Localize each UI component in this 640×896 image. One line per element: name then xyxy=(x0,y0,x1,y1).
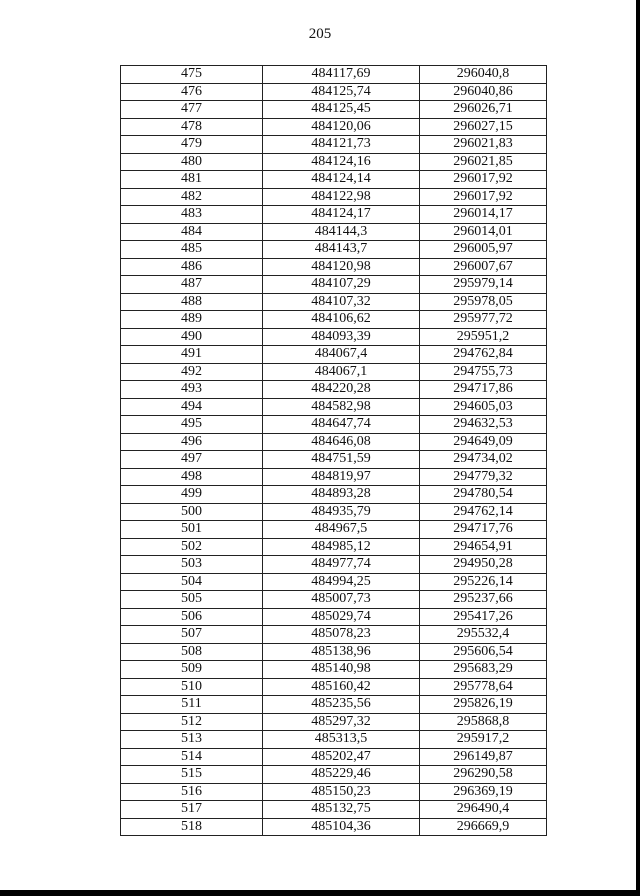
table-row xyxy=(121,241,547,259)
table-row xyxy=(121,748,547,766)
y-coordinate-cell: 296040,86 xyxy=(420,83,547,101)
y-coordinate-cell: 296017,92 xyxy=(420,171,547,189)
table-row xyxy=(121,556,547,574)
x-coordinate-cell: 484093,39 xyxy=(263,328,420,346)
table-row xyxy=(121,678,547,696)
x-coordinate-cell: 485202,47 xyxy=(263,748,420,766)
y-coordinate-cell: 294762,14 xyxy=(420,503,547,521)
table-row xyxy=(121,573,547,591)
y-coordinate-cell: 294717,76 xyxy=(420,521,547,539)
table-row xyxy=(121,206,547,224)
x-coordinate-cell: 485235,56 xyxy=(263,696,420,714)
x-coordinate-cell: 484985,12 xyxy=(263,538,420,556)
x-coordinate-cell: 484647,74 xyxy=(263,416,420,434)
point-number-cell: 507 xyxy=(121,626,263,644)
x-coordinate-cell: 485078,23 xyxy=(263,626,420,644)
y-coordinate-cell: 295237,66 xyxy=(420,591,547,609)
point-number-cell: 493 xyxy=(121,381,263,399)
table-row xyxy=(121,503,547,521)
y-coordinate-cell: 295977,72 xyxy=(420,311,547,329)
point-number-cell: 502 xyxy=(121,538,263,556)
y-coordinate-cell: 296021,85 xyxy=(420,153,547,171)
point-number-cell: 487 xyxy=(121,276,263,294)
point-number-cell: 483 xyxy=(121,206,263,224)
point-number-cell: 511 xyxy=(121,696,263,714)
table-row xyxy=(121,818,547,836)
x-coordinate-cell: 485150,23 xyxy=(263,783,420,801)
point-number-cell: 514 xyxy=(121,748,263,766)
table-row xyxy=(121,626,547,644)
x-coordinate-cell: 484124,16 xyxy=(263,153,420,171)
y-coordinate-cell: 295978,05 xyxy=(420,293,547,311)
x-coordinate-cell: 485160,42 xyxy=(263,678,420,696)
table-row xyxy=(121,486,547,504)
point-number-cell: 515 xyxy=(121,766,263,784)
point-number-cell: 482 xyxy=(121,188,263,206)
y-coordinate-cell: 294779,32 xyxy=(420,468,547,486)
x-coordinate-cell: 484144,3 xyxy=(263,223,420,241)
point-number-cell: 480 xyxy=(121,153,263,171)
point-number-cell: 504 xyxy=(121,573,263,591)
x-coordinate-cell: 484106,62 xyxy=(263,311,420,329)
y-coordinate-cell: 294950,28 xyxy=(420,556,547,574)
x-coordinate-cell: 484121,73 xyxy=(263,136,420,154)
y-coordinate-cell: 296490,4 xyxy=(420,801,547,819)
table-row xyxy=(121,83,547,101)
point-number-cell: 475 xyxy=(121,66,263,84)
y-coordinate-cell: 296021,83 xyxy=(420,136,547,154)
y-coordinate-cell: 296007,67 xyxy=(420,258,547,276)
y-coordinate-cell: 296027,15 xyxy=(420,118,547,136)
table-row xyxy=(121,591,547,609)
table-row xyxy=(121,608,547,626)
table-row xyxy=(121,311,547,329)
table-row xyxy=(121,801,547,819)
table-row xyxy=(121,328,547,346)
point-number-cell: 488 xyxy=(121,293,263,311)
point-number-cell: 497 xyxy=(121,451,263,469)
table-row xyxy=(121,136,547,154)
point-number-cell: 494 xyxy=(121,398,263,416)
point-number-cell: 506 xyxy=(121,608,263,626)
table-row xyxy=(121,276,547,294)
y-coordinate-cell: 294632,53 xyxy=(420,416,547,434)
page-number: 205 xyxy=(308,26,332,42)
x-coordinate-cell: 484893,28 xyxy=(263,486,420,504)
point-number-cell: 510 xyxy=(121,678,263,696)
x-coordinate-cell: 484067,4 xyxy=(263,346,420,364)
point-number-cell: 486 xyxy=(121,258,263,276)
point-number-cell: 509 xyxy=(121,661,263,679)
point-number-cell: 516 xyxy=(121,783,263,801)
point-number-cell: 500 xyxy=(121,503,263,521)
point-number-cell: 498 xyxy=(121,468,263,486)
point-number-cell: 490 xyxy=(121,328,263,346)
x-coordinate-cell: 484107,29 xyxy=(263,276,420,294)
x-coordinate-cell: 484122,98 xyxy=(263,188,420,206)
y-coordinate-cell: 295417,26 xyxy=(420,608,547,626)
x-coordinate-cell: 485029,74 xyxy=(263,608,420,626)
point-number-cell: 492 xyxy=(121,363,263,381)
point-number-cell: 477 xyxy=(121,101,263,119)
x-coordinate-cell: 484819,97 xyxy=(263,468,420,486)
y-coordinate-cell: 296014,17 xyxy=(420,206,547,224)
x-coordinate-cell: 484067,1 xyxy=(263,363,420,381)
x-coordinate-cell: 484935,79 xyxy=(263,503,420,521)
table-row xyxy=(121,521,547,539)
table-row xyxy=(121,661,547,679)
point-number-cell: 496 xyxy=(121,433,263,451)
point-number-cell: 484 xyxy=(121,223,263,241)
table-row xyxy=(121,468,547,486)
x-coordinate-cell: 485007,73 xyxy=(263,591,420,609)
coordinates-table xyxy=(120,65,547,836)
x-coordinate-cell: 485140,98 xyxy=(263,661,420,679)
x-coordinate-cell: 484582,98 xyxy=(263,398,420,416)
y-coordinate-cell: 296369,19 xyxy=(420,783,547,801)
x-coordinate-cell: 484120,98 xyxy=(263,258,420,276)
y-coordinate-cell: 295868,8 xyxy=(420,713,547,731)
point-number-cell: 476 xyxy=(121,83,263,101)
table-row xyxy=(121,223,547,241)
table-row xyxy=(121,293,547,311)
x-coordinate-cell: 485104,36 xyxy=(263,818,420,836)
point-number-cell: 508 xyxy=(121,643,263,661)
table-row xyxy=(121,363,547,381)
y-coordinate-cell: 294605,03 xyxy=(420,398,547,416)
y-coordinate-cell: 296149,87 xyxy=(420,748,547,766)
y-coordinate-cell: 295951,2 xyxy=(420,328,547,346)
table-row xyxy=(121,66,547,84)
x-coordinate-cell: 485138,96 xyxy=(263,643,420,661)
y-coordinate-cell: 294734,02 xyxy=(420,451,547,469)
x-coordinate-cell: 485313,5 xyxy=(263,731,420,749)
point-number-cell: 495 xyxy=(121,416,263,434)
y-coordinate-cell: 295979,14 xyxy=(420,276,547,294)
x-coordinate-cell: 484124,17 xyxy=(263,206,420,224)
y-coordinate-cell: 294649,09 xyxy=(420,433,547,451)
table-row xyxy=(121,171,547,189)
point-number-cell: 501 xyxy=(121,521,263,539)
point-number-cell: 489 xyxy=(121,311,263,329)
point-number-cell: 479 xyxy=(121,136,263,154)
point-number-cell: 503 xyxy=(121,556,263,574)
x-coordinate-cell: 484120,06 xyxy=(263,118,420,136)
table-row xyxy=(121,101,547,119)
x-coordinate-cell: 485132,75 xyxy=(263,801,420,819)
y-coordinate-cell: 296669,9 xyxy=(420,818,547,836)
table-row xyxy=(121,451,547,469)
point-number-cell: 491 xyxy=(121,346,263,364)
x-coordinate-cell: 484125,74 xyxy=(263,83,420,101)
point-number-cell: 499 xyxy=(121,486,263,504)
table-row xyxy=(121,381,547,399)
table-row xyxy=(121,416,547,434)
y-coordinate-cell: 295226,14 xyxy=(420,573,547,591)
x-coordinate-cell: 484124,14 xyxy=(263,171,420,189)
point-number-cell: 513 xyxy=(121,731,263,749)
y-coordinate-cell: 295826,19 xyxy=(420,696,547,714)
y-coordinate-cell: 294780,54 xyxy=(420,486,547,504)
x-coordinate-cell: 484977,74 xyxy=(263,556,420,574)
table-row xyxy=(121,258,547,276)
table-row xyxy=(121,766,547,784)
y-coordinate-cell: 295532,4 xyxy=(420,626,547,644)
table-row xyxy=(121,188,547,206)
x-coordinate-cell: 484107,32 xyxy=(263,293,420,311)
y-coordinate-cell: 296017,92 xyxy=(420,188,547,206)
point-number-cell: 517 xyxy=(121,801,263,819)
table-row xyxy=(121,731,547,749)
table-row xyxy=(121,153,547,171)
table-row xyxy=(121,118,547,136)
y-coordinate-cell: 294755,73 xyxy=(420,363,547,381)
table-row xyxy=(121,433,547,451)
point-number-cell: 481 xyxy=(121,171,263,189)
y-coordinate-cell: 295683,29 xyxy=(420,661,547,679)
y-coordinate-cell: 294717,86 xyxy=(420,381,547,399)
point-number-cell: 478 xyxy=(121,118,263,136)
x-coordinate-cell: 484994,25 xyxy=(263,573,420,591)
scan-edge-bottom xyxy=(0,890,640,896)
y-coordinate-cell: 296290,58 xyxy=(420,766,547,784)
point-number-cell: 512 xyxy=(121,713,263,731)
y-coordinate-cell: 295778,64 xyxy=(420,678,547,696)
y-coordinate-cell: 295917,2 xyxy=(420,731,547,749)
x-coordinate-cell: 484967,5 xyxy=(263,521,420,539)
table-row xyxy=(121,783,547,801)
x-coordinate-cell: 484117,69 xyxy=(263,66,420,84)
point-number-cell: 485 xyxy=(121,241,263,259)
table-row xyxy=(121,713,547,731)
y-coordinate-cell: 294762,84 xyxy=(420,346,547,364)
table-row xyxy=(121,538,547,556)
y-coordinate-cell: 296026,71 xyxy=(420,101,547,119)
table-row xyxy=(121,643,547,661)
y-coordinate-cell: 296005,97 xyxy=(420,241,547,259)
table-row xyxy=(121,398,547,416)
table-row xyxy=(121,696,547,714)
table-body xyxy=(121,66,547,836)
x-coordinate-cell: 484143,7 xyxy=(263,241,420,259)
x-coordinate-cell: 484646,08 xyxy=(263,433,420,451)
y-coordinate-cell: 296040,8 xyxy=(420,66,547,84)
y-coordinate-cell: 295606,54 xyxy=(420,643,547,661)
scan-edge-right xyxy=(636,0,640,896)
x-coordinate-cell: 485229,46 xyxy=(263,766,420,784)
y-coordinate-cell: 294654,91 xyxy=(420,538,547,556)
x-coordinate-cell: 484220,28 xyxy=(263,381,420,399)
x-coordinate-cell: 484751,59 xyxy=(263,451,420,469)
y-coordinate-cell: 296014,01 xyxy=(420,223,547,241)
x-coordinate-cell: 485297,32 xyxy=(263,713,420,731)
point-number-cell: 505 xyxy=(121,591,263,609)
point-number-cell: 518 xyxy=(121,818,263,836)
x-coordinate-cell: 484125,45 xyxy=(263,101,420,119)
table-row xyxy=(121,346,547,364)
